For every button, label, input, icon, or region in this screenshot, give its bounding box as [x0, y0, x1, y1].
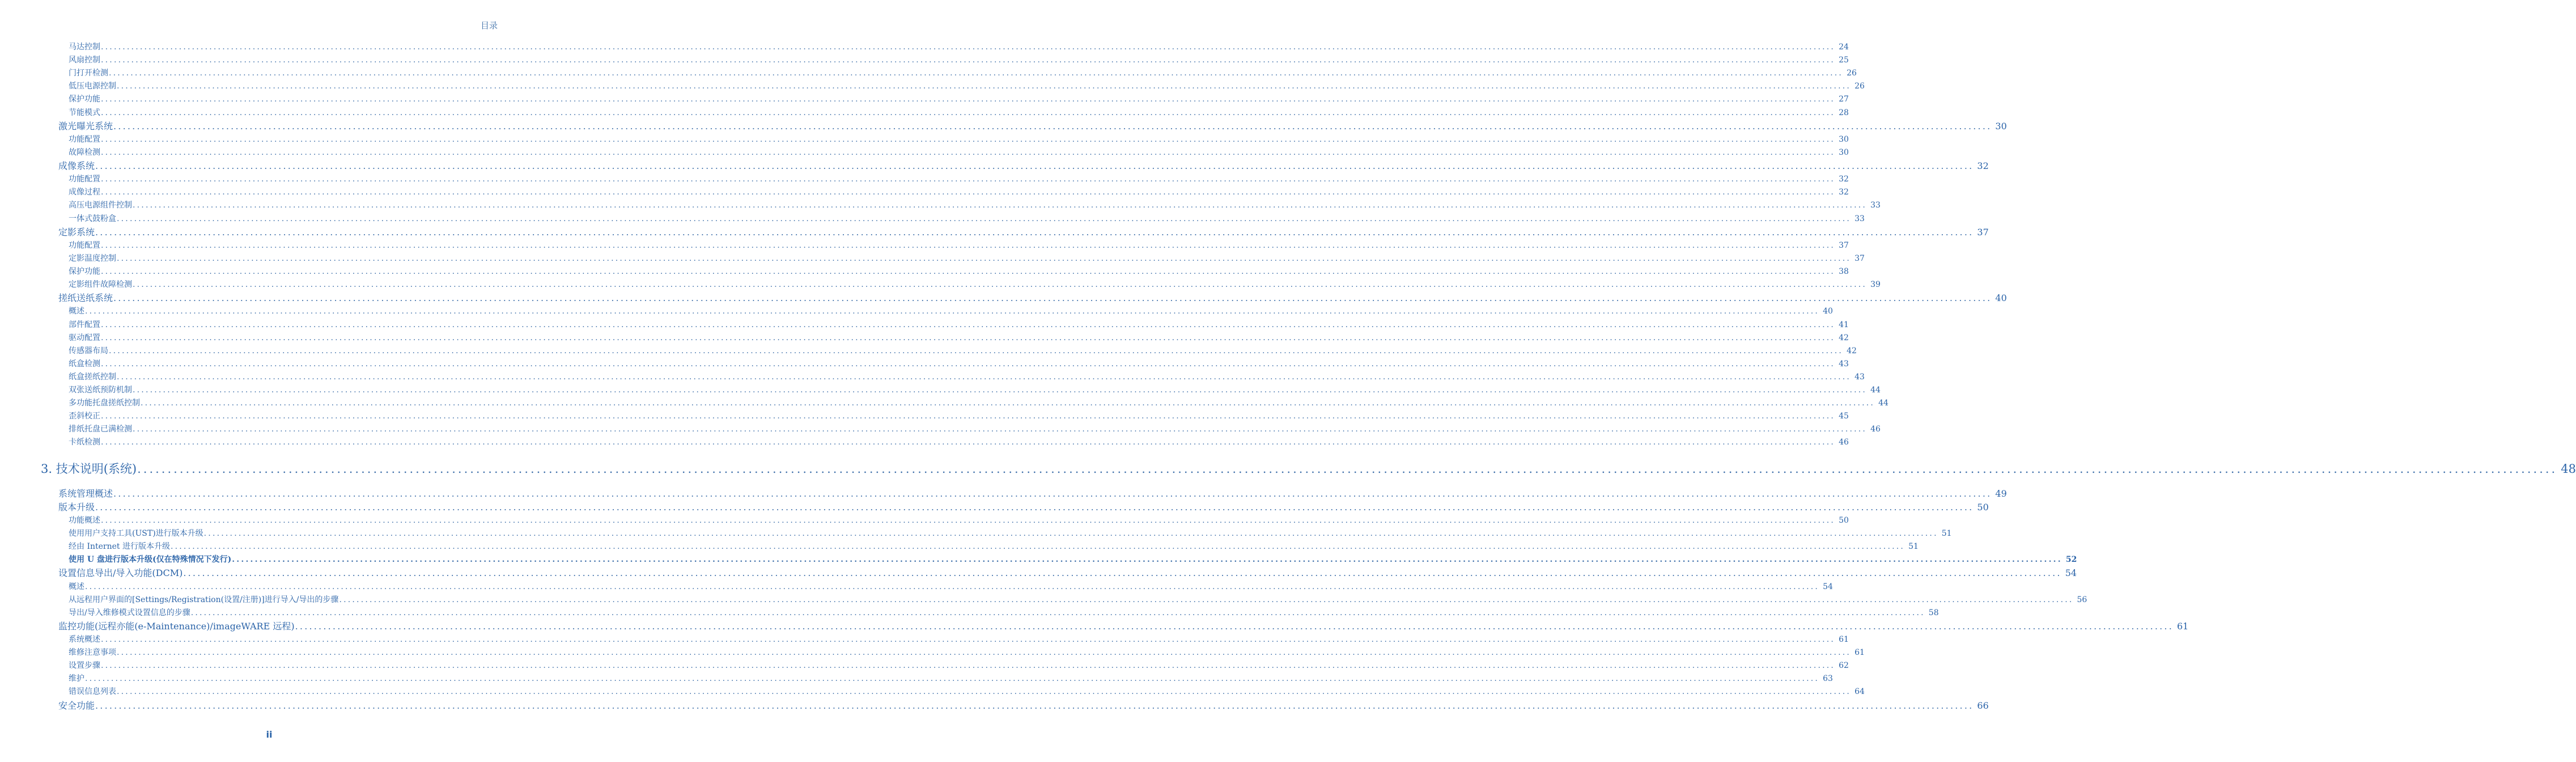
toc-subsection-entry[interactable]: [69, 528, 1952, 539]
running-header: 目录: [480, 20, 498, 31]
toc-entry-title: 经由 Internet 进行版本升级: [69, 542, 170, 552]
toc-leader-dots: ................................................................................................................................................................................................................................................................................................................................................................................................................: [117, 214, 1852, 223]
toc-entry-page: 43: [1854, 372, 1865, 382]
toc-subsection-entry[interactable]: [69, 266, 1849, 277]
toc-entry-page: 37: [1854, 253, 1865, 263]
toc-entry-page: 61: [1854, 648, 1865, 658]
toc-entry-title: 导出/导入维修模式设置信息的步骤: [69, 608, 190, 617]
toc-entry-title: 功能概述: [69, 515, 100, 525]
toc-entry-title: 定影系统: [58, 226, 95, 238]
toc-entry-title: 成像系统: [58, 160, 95, 171]
toc-subsection-entry[interactable]: [69, 371, 1865, 383]
toc-subsection-entry[interactable]: [69, 541, 1919, 552]
toc-subsection-entry[interactable]: [69, 410, 1849, 422]
toc-leader-dots: ................................................................................................................................................................................................................................................................................................................................................................................................................: [101, 134, 1836, 144]
toc-leader-dots: ................................................................................................................................................................................................................................................................................................................................................................................................................: [101, 412, 1836, 421]
toc-subsection-entry[interactable]: [69, 384, 1881, 396]
toc-entry-page: 52: [2065, 555, 2077, 565]
toc-entry-title: 从远程用户界面的[Settings/Registration(设置/注册)]进行导入/导出的步骤: [69, 595, 339, 604]
toc-leader-dots: ................................................................................................................................................................................................................................................................................................................................................................................................................: [101, 515, 1836, 525]
toc-leader-dots: ................................................................................................................................................................................................................................................................................................................................................................................................................: [85, 674, 1820, 684]
toc-entry-page: 40: [1995, 293, 2007, 304]
toc-entry-title: 部件配置: [69, 320, 100, 329]
toc-subsection-entry[interactable]: [69, 332, 1849, 344]
toc-leader-dots: ................................................................................................................................................................................................................................................................................................................................................................................................................: [109, 69, 1844, 78]
toc-entry-page: 41: [1839, 320, 1849, 329]
toc-entry-page: 39: [1870, 280, 1881, 290]
toc-entry-page: 25: [1839, 56, 1849, 65]
toc-entry-page: 58: [1928, 608, 1939, 617]
toc-entry-page: 46: [1839, 438, 1849, 447]
toc-entry-title: 保护功能: [69, 267, 100, 276]
toc-leader-dots: ................................................................................................................................................................................................................................................................................................................................................................................................................: [101, 188, 1836, 197]
toc-entry-page: 48: [2561, 462, 2576, 476]
toc-subsection-entry[interactable]: [69, 213, 1865, 225]
toc-entry-title: 功能配置: [69, 240, 100, 250]
toc-subsection-entry[interactable]: [69, 437, 1849, 448]
toc-entry-page: 42: [1839, 333, 1849, 342]
toc-leader-dots: ................................................................................................................................................................................................................................................................................................................................................................................................................: [133, 386, 1868, 395]
toc-leader-dots: ................................................................................................................................................................................................................................................................................................................................................................................................................: [101, 43, 1836, 52]
toc-subsection-entry[interactable]: [69, 581, 1833, 592]
toc-leader-dots: ................................................................................................................................................................................................................................................................................................................................................................................................................: [339, 595, 2074, 604]
toc-subsection-entry[interactable]: [69, 397, 1888, 409]
toc-leader-dots: ................................................................................................................................................................................................................................................................................................................................................................................................................: [190, 608, 1925, 617]
toc-leader-dots: ................................................................................................................................................................................................................................................................................................................................................................................................................: [117, 82, 1852, 91]
toc-section-entry[interactable]: [58, 501, 1989, 514]
toc-subsection-entry[interactable]: [69, 173, 1849, 185]
toc-leader-dots: ................................................................................................................................................................................................................................................................................................................................................................................................................: [101, 108, 1836, 117]
toc-leader-dots: ................................................................................................................................................................................................................................................................................................................................................................................................................: [101, 359, 1836, 369]
toc-entry-page: 27: [1839, 95, 1849, 104]
toc-entry-title: 设置步骤: [69, 661, 100, 671]
toc-entry-title: 风扇控制: [69, 56, 100, 65]
toc-leader-dots: ................................................................................................................................................................................................................................................................................................................................................................................................................: [133, 201, 1868, 210]
toc-leader-dots: ................................................................................................................................................................................................................................................................................................................................................................................................................: [117, 253, 1852, 263]
toc-subsection-entry[interactable]: [69, 319, 1849, 331]
toc-entry-title: 定影温度控制: [69, 253, 116, 263]
toc-entry-page: 37: [1977, 226, 1989, 238]
toc-entry-page: 33: [1870, 201, 1881, 210]
toc-entry-title: 维护: [69, 674, 84, 684]
toc-leader-dots: ................................................................................................................................................................................................................................................................................................................................................................................................................: [295, 620, 2174, 632]
toc-leader-dots: ................................................................................................................................................................................................................................................................................................................................................................................................................: [232, 555, 2063, 565]
toc-leader-dots: ................................................................................................................................................................................................................................................................................................................................................................................................................: [113, 293, 1992, 304]
toc-section-entry[interactable]: [58, 700, 1989, 712]
toc-leader-dots: ................................................................................................................................................................................................................................................................................................................................................................................................................: [101, 333, 1836, 342]
toc-entry-page: 32: [1977, 160, 1989, 171]
toc-entry-title: 版本升级: [58, 501, 95, 513]
toc-subsection-entry[interactable]: [69, 200, 1881, 211]
toc-entry-title: 定影组件故障检测: [69, 280, 132, 290]
toc-entry-title: 一体式鼓粉盒: [69, 214, 116, 223]
toc-entry-title: 使用用户支持工具(UST)进行版本升级: [69, 529, 203, 538]
toc-section-entry[interactable]: [58, 488, 2007, 500]
toc-entry-page: 50: [1839, 515, 1849, 525]
toc-section-entry[interactable]: [58, 160, 1989, 172]
toc-entry-title: 保护功能: [69, 95, 100, 104]
toc-entry-page: 37: [1839, 240, 1849, 250]
toc-entry-page: 24: [1839, 43, 1849, 52]
toc-subsection-entry[interactable]: [69, 554, 2077, 565]
toc-subsection-entry[interactable]: [69, 358, 1849, 370]
toc-entry-page: 49: [1995, 488, 2007, 499]
toc-entry-page: 50: [1977, 501, 1989, 513]
toc-subsection-entry[interactable]: [69, 607, 1939, 619]
toc-subsection-entry[interactable]: [69, 594, 2087, 606]
toc-entry-page: 66: [1977, 700, 1989, 711]
toc-entry-page: 61: [2177, 620, 2189, 632]
toc-subsection-entry[interactable]: [69, 345, 1857, 357]
toc-entry-page: 51: [1908, 542, 1919, 552]
toc-entry-title: 高压电源组件控制: [69, 201, 132, 210]
toc-entry-title: 维修注意事项: [69, 648, 116, 658]
toc-leader-dots: ................................................................................................................................................................................................................................................................................................................................................................................................................: [85, 307, 1820, 316]
toc-section-entry[interactable]: [58, 226, 1989, 239]
toc-subsection-entry[interactable]: [69, 81, 1865, 92]
toc-entry-page: 26: [1854, 82, 1865, 91]
toc-leader-dots: ................................................................................................................................................................................................................................................................................................................................................................................................................: [117, 687, 1852, 697]
toc-entry-page: 44: [1878, 399, 1888, 408]
toc-entry-title: 驱动配置: [69, 333, 100, 342]
toc-subsection-entry[interactable]: [69, 134, 1849, 145]
toc-leader-dots: ................................................................................................................................................................................................................................................................................................................................................................................................................: [101, 661, 1836, 671]
toc-leader-dots: ................................................................................................................................................................................................................................................................................................................................................................................................................: [133, 425, 1868, 434]
toc-leader-dots: ................................................................................................................................................................................................................................................................................................................................................................................................................: [95, 700, 1974, 711]
toc-entry-page: 30: [1839, 147, 1849, 157]
toc-entry-title: 搓纸送纸系统: [58, 293, 113, 304]
toc-subsection-entry[interactable]: [69, 279, 1881, 290]
toc-entry-page: 28: [1839, 108, 1849, 117]
toc-subsection-entry[interactable]: [69, 515, 1849, 526]
toc-entry-title: 卡纸检测: [69, 438, 100, 447]
toc-entry-page: 51: [1941, 529, 1952, 538]
toc-entry-page: 42: [1847, 346, 1857, 355]
toc-leader-dots: ................................................................................................................................................................................................................................................................................................................................................................................................................: [133, 280, 1868, 290]
toc-leader-dots: ................................................................................................................................................................................................................................................................................................................................................................................................................: [137, 462, 2558, 476]
toc-section-entry[interactable]: [58, 120, 2007, 133]
toc-subsection-entry[interactable]: [69, 253, 1865, 264]
toc-entry-title: 错误信息列表: [69, 687, 116, 697]
toc-subsection-entry[interactable]: [69, 187, 1849, 198]
toc-leader-dots: ................................................................................................................................................................................................................................................................................................................................................................................................................: [95, 501, 1974, 513]
toc-entry-page: 63: [1823, 674, 1833, 684]
toc-subsection-entry[interactable]: [69, 67, 1857, 79]
toc-entry-title: 纸盒检测: [69, 359, 100, 369]
toc-entry-title: 节能模式: [69, 108, 100, 117]
toc-entry-title: 歪斜校正: [69, 412, 100, 421]
toc-entry-title: 门打开检测: [69, 69, 108, 78]
toc-entry-title: 马达控制: [69, 43, 100, 52]
toc-entry-title: 成像过程: [69, 188, 100, 197]
toc-entry-page: 33: [1854, 214, 1865, 223]
toc-leader-dots: ................................................................................................................................................................................................................................................................................................................................................................................................................: [117, 648, 1852, 658]
toc-leader-dots: ................................................................................................................................................................................................................................................................................................................................................................................................................: [109, 346, 1844, 355]
toc-leader-dots: ................................................................................................................................................................................................................................................................................................................................................................................................................: [113, 488, 1992, 499]
toc-entry-title: 概述: [69, 582, 84, 591]
toc-subsection-entry[interactable]: [69, 94, 1849, 105]
toc-leader-dots: ................................................................................................................................................................................................................................................................................................................................................................................................................: [101, 56, 1836, 65]
toc-entry-page: 32: [1839, 175, 1849, 184]
toc-entry-page: 40: [1823, 307, 1833, 316]
toc-section-entry[interactable]: [58, 620, 2189, 633]
toc-entry-title: 功能配置: [69, 134, 100, 144]
toc-leader-dots: ................................................................................................................................................................................................................................................................................................................................................................................................................: [203, 529, 1938, 538]
toc-entry-title: 设置信息导出/导入功能(DCM): [58, 568, 183, 579]
toc-entry-title: 系统管理概述: [58, 488, 113, 499]
toc-subsection-entry[interactable]: [69, 41, 1849, 53]
toc-entry-page: 54: [1823, 582, 1833, 591]
toc-subsection-entry[interactable]: [69, 647, 1865, 658]
toc-entry-title: 排纸托盘已满检测: [69, 425, 132, 434]
toc-entry-title: 激光曝光系统: [58, 120, 113, 132]
toc-entry-page: 46: [1870, 425, 1881, 434]
toc-leader-dots: ................................................................................................................................................................................................................................................................................................................................................................................................................: [117, 372, 1852, 382]
toc-subsection-entry[interactable]: [69, 306, 1833, 317]
toc-entry-title: 双张送纸预防机制: [69, 386, 132, 395]
toc-leader-dots: ................................................................................................................................................................................................................................................................................................................................................................................................................: [85, 582, 1820, 591]
toc-entry-title: 系统概述: [69, 635, 100, 644]
toc-subsection-entry[interactable]: [69, 634, 1849, 645]
toc-section-entry[interactable]: [58, 567, 2077, 579]
toc-entry-title: 故障检测: [69, 147, 100, 157]
toc-leader-dots: ................................................................................................................................................................................................................................................................................................................................................................................................................: [95, 226, 1974, 238]
toc-entry-page: 62: [1839, 661, 1849, 671]
toc-leader-dots: ................................................................................................................................................................................................................................................................................................................................................................................................................: [101, 147, 1836, 157]
toc-entry-title: 功能配置: [69, 175, 100, 184]
toc-subsection-entry[interactable]: [69, 107, 1849, 118]
toc-entry-page: 43: [1839, 359, 1849, 369]
toc-entry-page: 26: [1847, 69, 1857, 78]
toc-entry-title: 概述: [69, 307, 84, 316]
toc-entry-title: 监控功能(远程亦能(e-Maintenance)/imageWARE 远程): [58, 620, 295, 632]
toc-subsection-entry[interactable]: [69, 54, 1849, 66]
toc-leader-dots: ................................................................................................................................................................................................................................................................................................................................................................................................................: [141, 399, 1875, 408]
toc-entry-page: 54: [2065, 568, 2077, 579]
toc-subsection-entry[interactable]: [69, 240, 1849, 251]
toc-entry-page: 64: [1854, 687, 1865, 697]
toc-entry-page: 30: [1995, 120, 2007, 132]
toc-leader-dots: ................................................................................................................................................................................................................................................................................................................................................................................................................: [101, 240, 1836, 250]
toc-entry-page: 56: [2077, 595, 2087, 604]
toc-entry-title: 低压电源控制: [69, 82, 116, 91]
toc-leader-dots: ................................................................................................................................................................................................................................................................................................................................................................................................................: [101, 635, 1836, 644]
toc-entry-title: 传感器布局: [69, 346, 108, 355]
toc-subsection-entry[interactable]: [69, 660, 1849, 671]
toc-leader-dots: ................................................................................................................................................................................................................................................................................................................................................................................................................: [170, 542, 1906, 552]
toc-entry-page: 38: [1839, 267, 1849, 276]
toc-entry-page: 30: [1839, 134, 1849, 144]
toc-leader-dots: ................................................................................................................................................................................................................................................................................................................................................................................................................: [101, 95, 1836, 104]
toc-leader-dots: ................................................................................................................................................................................................................................................................................................................................................................................................................: [183, 568, 2062, 579]
toc-leader-dots: ................................................................................................................................................................................................................................................................................................................................................................................................................: [101, 438, 1836, 447]
toc-entry-title: 3. 技术说明(系统): [41, 462, 137, 476]
toc-entry-title: 安全功能: [58, 700, 95, 711]
toc-chapter-entry[interactable]: [41, 460, 2576, 477]
toc-entry-title: 纸盒搓纸控制: [69, 372, 116, 382]
toc-subsection-entry[interactable]: [69, 147, 1849, 158]
toc-leader-dots: ................................................................................................................................................................................................................................................................................................................................................................................................................: [101, 267, 1836, 276]
toc-section-entry[interactable]: [58, 292, 2007, 304]
toc-leader-dots: ................................................................................................................................................................................................................................................................................................................................................................................................................: [113, 120, 1992, 132]
toc-entry-title: 多功能托盘搓纸控制: [69, 399, 140, 408]
toc-entry-page: 61: [1839, 635, 1849, 644]
toc-subsection-entry[interactable]: [69, 686, 1865, 697]
page-number: ii: [266, 729, 273, 740]
toc-leader-dots: ................................................................................................................................................................................................................................................................................................................................................................................................................: [101, 320, 1836, 329]
toc-subsection-entry[interactable]: [69, 424, 1881, 435]
toc-leader-dots: ................................................................................................................................................................................................................................................................................................................................................................................................................: [101, 175, 1836, 184]
toc-entry-page: 44: [1870, 386, 1881, 395]
toc-entry-title: 使用 U 盘进行版本升级(仅在特殊情况下发行): [69, 555, 232, 565]
toc-leader-dots: ................................................................................................................................................................................................................................................................................................................................................................................................................: [95, 160, 1974, 171]
toc-entry-page: 32: [1839, 188, 1849, 197]
toc-subsection-entry[interactable]: [69, 673, 1833, 684]
toc-entry-page: 45: [1839, 412, 1849, 421]
